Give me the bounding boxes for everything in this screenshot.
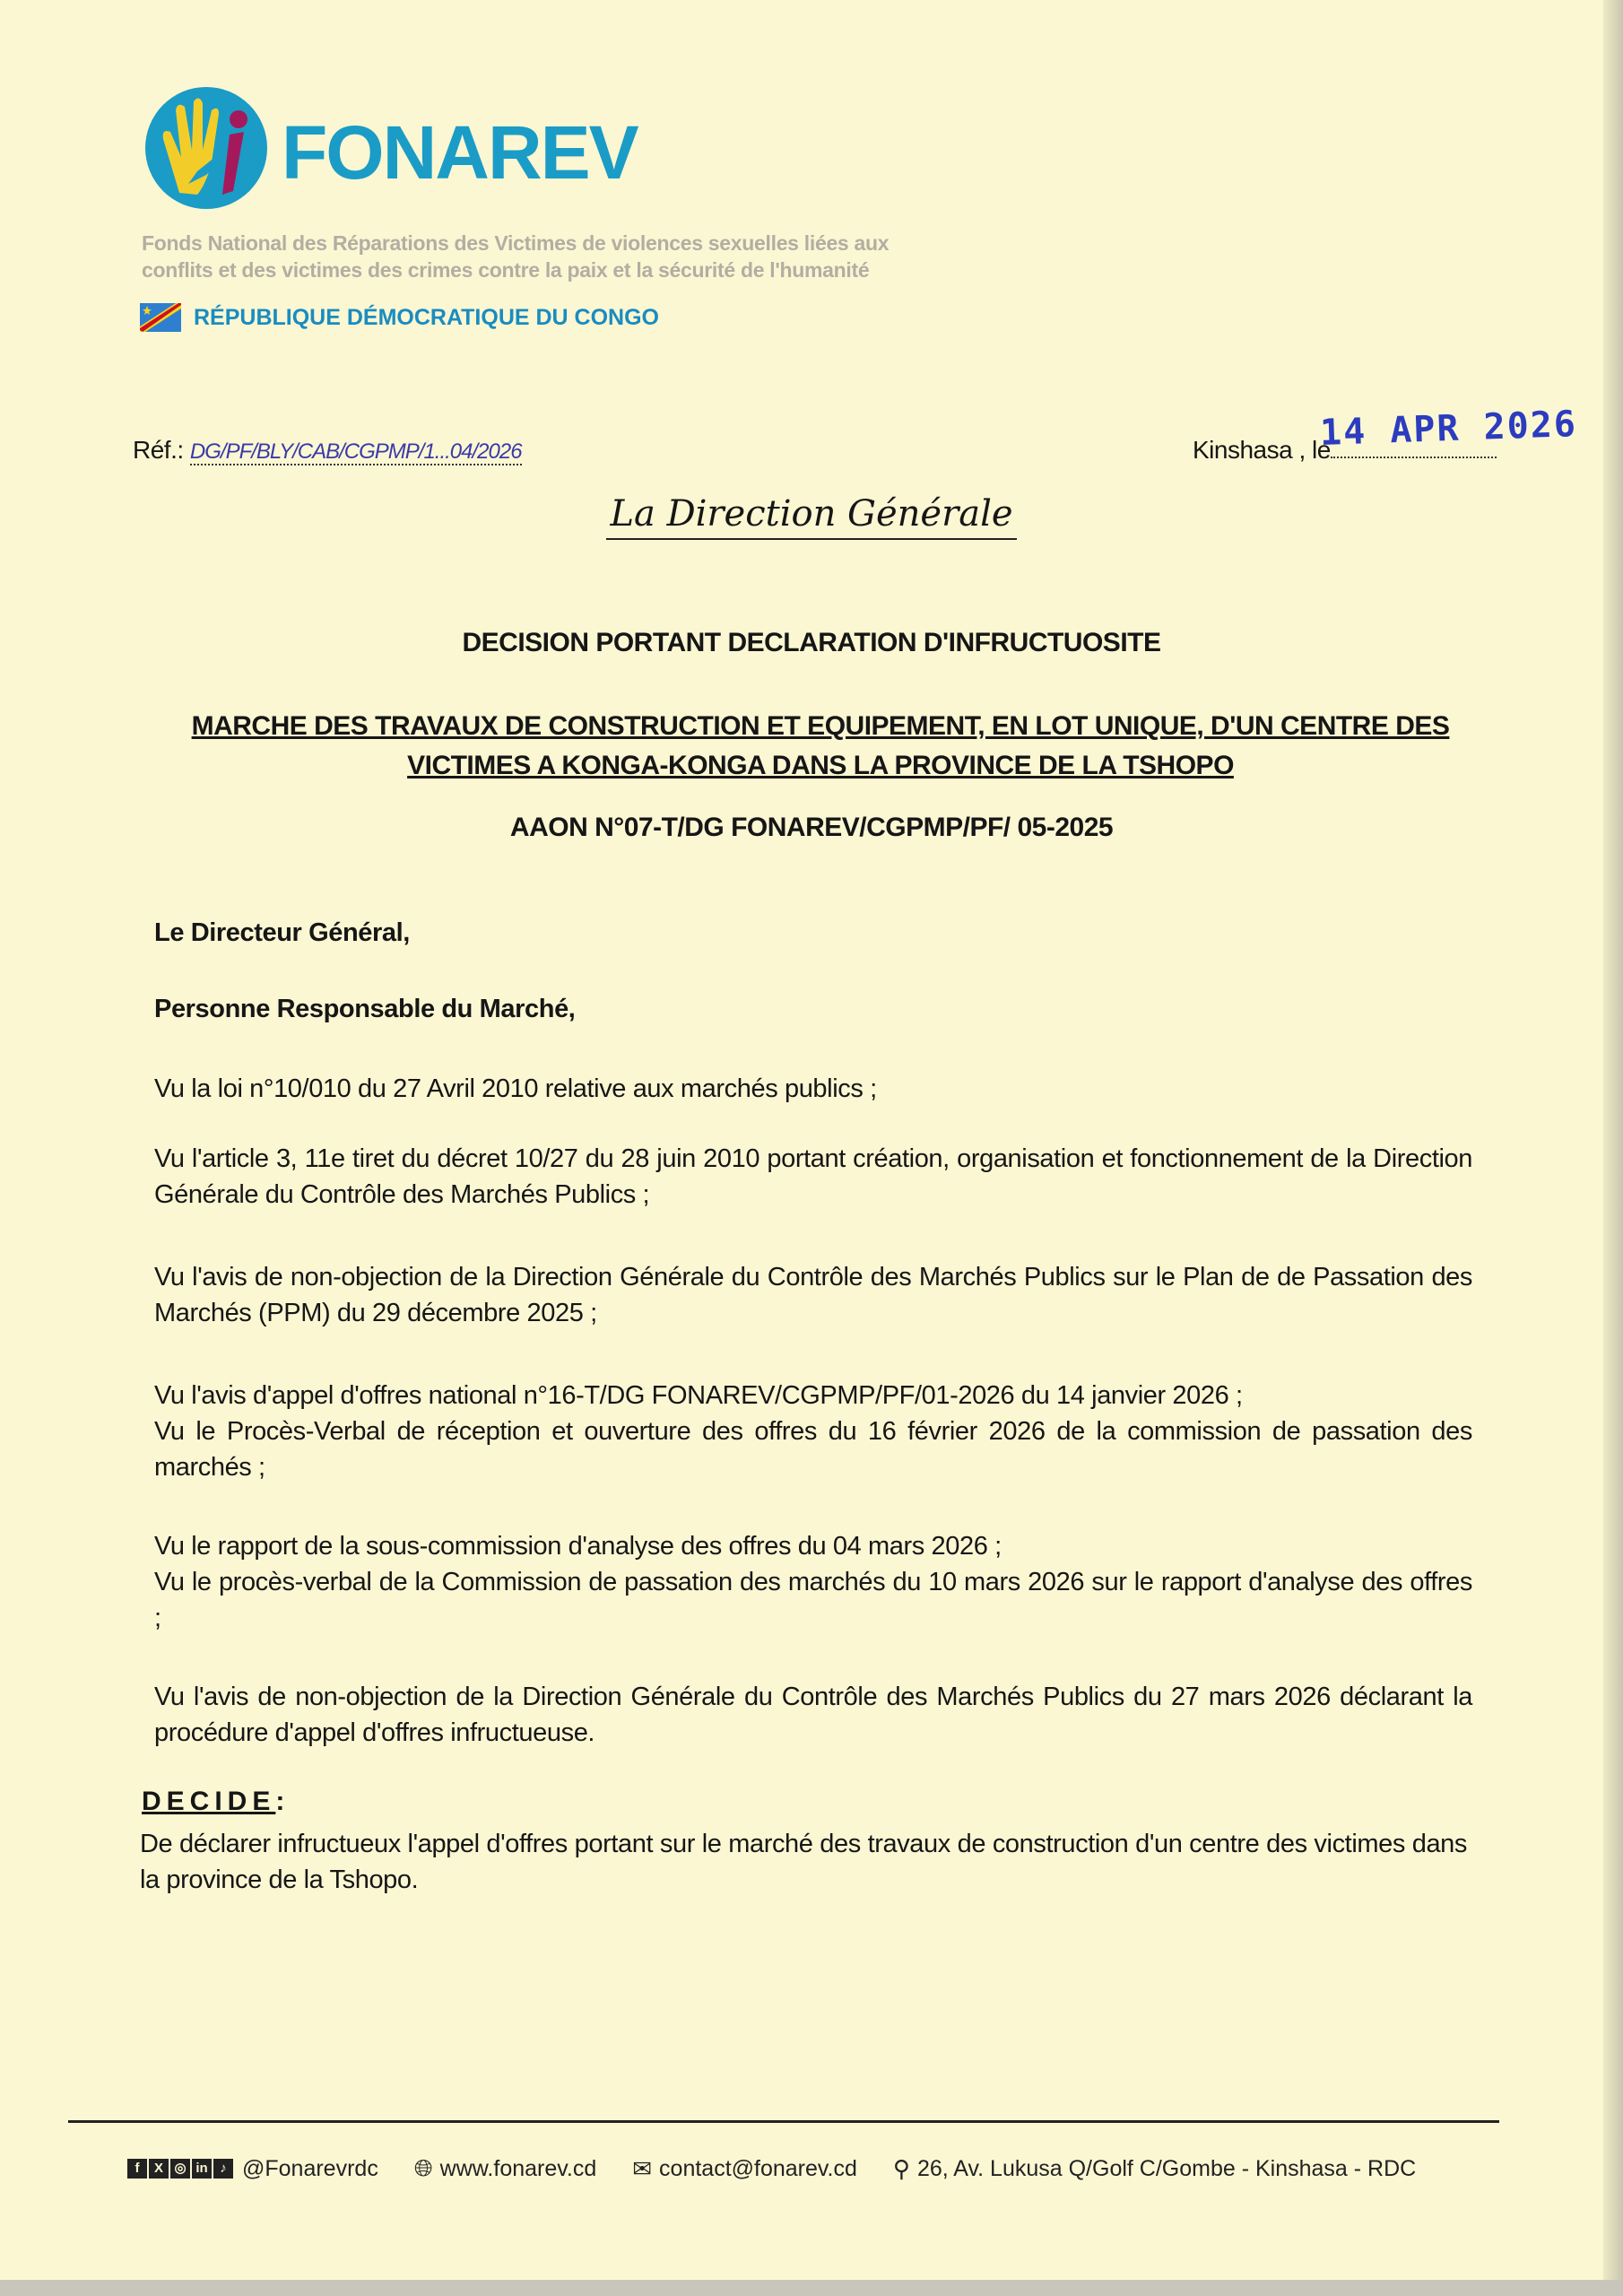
email-link[interactable]: contact@fonarev.cd: [659, 2155, 857, 2181]
considerant: Vu le Procès-Verbal de réception et ouverture des offres du 16 février 2026 de la commission de passation des marchés ;: [154, 1417, 1472, 1482]
issuer: [0, 493, 1623, 535]
signatory-title: Le Directeur Général,: [154, 918, 410, 947]
considerant: Vu l'avis d'appel d'offres national n°16-T/DG FONAREV/CGPMP/PF/01-2026 du 14 janvier 2026 ;: [154, 1381, 1243, 1410]
social-handle[interactable]: @Fonarevrdc: [242, 2155, 378, 2181]
considerant: Vu le rapport de la sous-commission d'analyse des offres du 04 mars 2026 ;: [154, 1532, 1002, 1561]
place-date-label: Kinshasa , le: [1193, 436, 1331, 464]
date-stamp: 14 APR 2026: [1319, 404, 1578, 454]
address: 26, Av. Lukusa Q/Golf C/Gombe - Kinshasa - RDC: [916, 2155, 1417, 2181]
considerant: Vu la loi n°10/010 du 27 Avril 2010 relative aux marchés publics ;: [154, 1074, 877, 1103]
considerant: Vu l'article 3, 11e tiret du décret 10/27 du 28 juin 2010 portant création, organisation et fonctionnement de la Direction Générale du Contrôle des Marchés Publics ;: [154, 1144, 1472, 1209]
tender-reference: AAON N°07-T/DG FONAREV/CGPMP/PF/ 05-2025: [509, 813, 1114, 842]
page-edge: [1603, 0, 1623, 2296]
location-pin-icon: ⚲: [892, 2154, 910, 2182]
drc-flag-icon: [140, 303, 181, 332]
tagline-line: conflits et des victimes des crimes contre la paix et la sécurité de l'humanité: [142, 258, 870, 282]
issuer-text: La Direction Générale: [606, 493, 1016, 540]
decide-heading: [142, 1787, 290, 1817]
facebook-icon[interactable]: f: [127, 2159, 147, 2179]
decide-colon: :: [275, 1787, 291, 1816]
considerant: Vu le procès-verbal de la Commission de passation des marchés du 10 mars 2026 sur le rapport d'analyse des offres ;: [154, 1568, 1472, 1632]
website-link[interactable]: www.fonarev.cd: [439, 2155, 597, 2181]
fonarev-logo-icon: [143, 85, 269, 211]
tiktok-icon[interactable]: ♪: [213, 2159, 233, 2179]
brand-tagline: [142, 230, 949, 283]
considerant: Vu l'avis de non-objection de la Direction Générale du Contrôle des Marchés Publics sur le Plan de de Passation des Marchés (PPM) du 29 décembre 2025 ;: [154, 1263, 1472, 1327]
reference: [133, 436, 522, 465]
considerant: Vu l'avis de non-objection de la Direction Générale du Contrôle des Marchés Publics du 27 mars 2026 déclarant la procédure d'appel d'offres infructueuse.: [154, 1683, 1472, 1747]
footer-divider: [68, 2120, 1499, 2123]
signatory-role: Personne Responsable du Marché,: [154, 995, 576, 1023]
tagline-line: Fonds National des Réparations des Victimes de violences sexuelles liées aux: [142, 231, 890, 255]
decide-label: DECIDE: [142, 1787, 276, 1816]
decision-text: De déclarer infructueux l'appel d'offres portant sur le marché des travaux de construction d'un centre des victimes dans la province de la Tshopo.: [140, 1830, 1467, 1894]
reference-value: DG/PF/BLY/CAB/CGPMP/1...04/2026: [189, 439, 522, 464]
date-line: [1331, 457, 1497, 458]
globe-icon: 🌐︎: [413, 2154, 433, 2181]
document-subject: MARCHE DES TRAVAUX DE CONSTRUCTION ET EQUIPEMENT, EN LOT UNIQUE, D'UN CENTRE DES VICTIMES A KONGA-KONGA DANS LA PROVINCE DE LA TSHOPO: [191, 711, 1450, 780]
footer: [127, 2154, 1416, 2183]
social-icons: [127, 2159, 233, 2179]
linkedin-icon[interactable]: in: [192, 2159, 212, 2179]
instagram-icon[interactable]: ◎: [170, 2159, 190, 2179]
envelope-icon: ✉: [632, 2154, 653, 2182]
reference-label: Réf.:: [133, 436, 184, 464]
scan-border: [0, 2280, 1623, 2296]
country-name: RÉPUBLIQUE DÉMOCRATIQUE DU CONGO: [194, 305, 659, 330]
brand-name: FONAREV: [282, 110, 638, 195]
document-title: DECISION PORTANT DECLARATION D'INFRUCTUOSITE: [462, 628, 1161, 657]
x-icon[interactable]: X: [149, 2159, 169, 2179]
